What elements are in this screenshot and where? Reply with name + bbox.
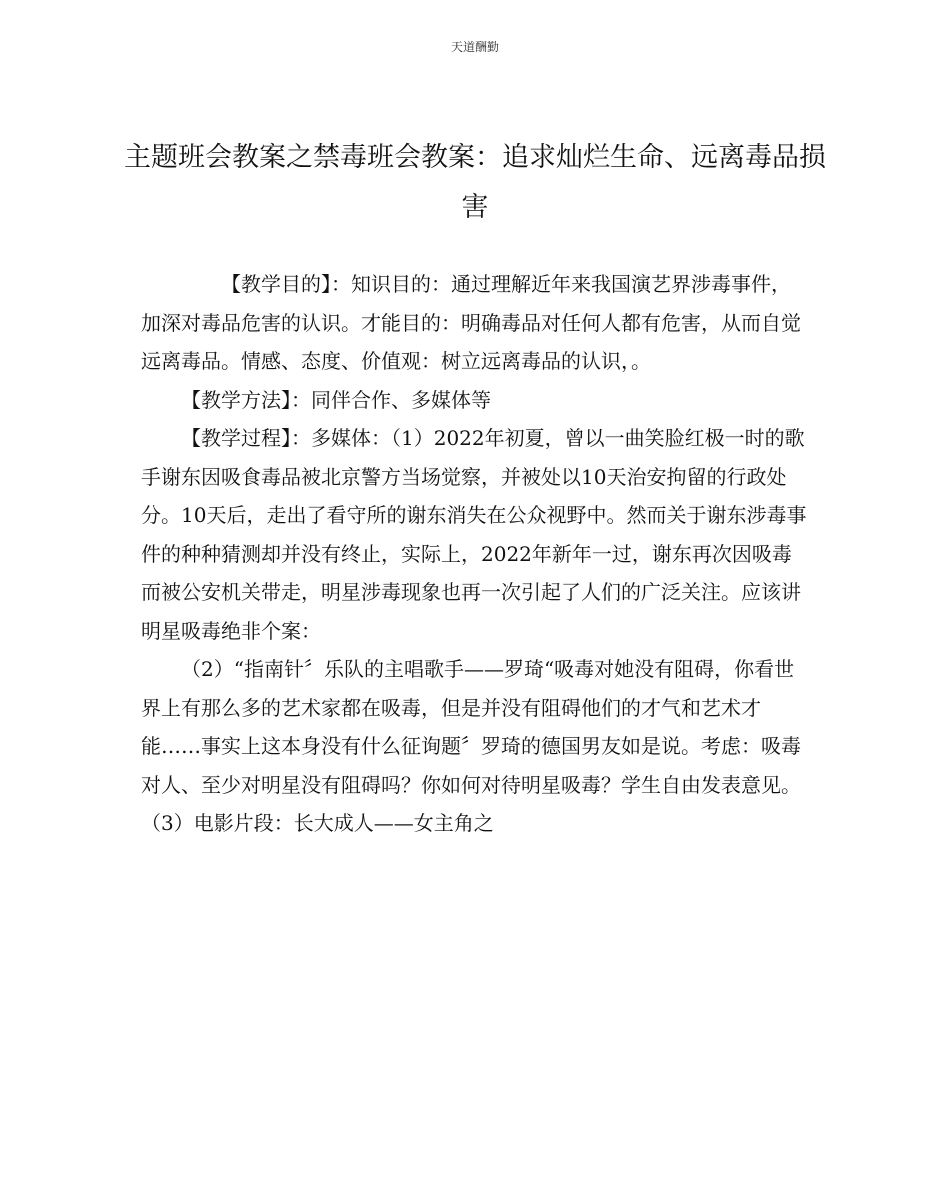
document-body [141, 265, 831, 843]
paragraph-objectives: 【教学目的】：知识目的：通过理解近年来我国演艺界涉毒事件，加深对毒品危害的认识。才能目的：明确毒品对任何人都有危害，从而自觉远离毒品。情感、态度、价值观：树立远离毒品的认识，。 [141, 272, 801, 373]
document-title: 主题班会教案之禁毒班会教案：追求灿烂生命、远离毒品损害 [124, 142, 826, 223]
paragraph-process: 【教学过程】：多媒体：（1）2022年初夏，曾以一曲笑脸红极一时的歌手谢东因吸食毒品被北京警方当场觉察，并被处以10天治安拘留的行政处分。10天后，走出了看守所的谢东消失在公众视野中。然而关于谢东涉毒事件的种种猜测却并没有终止，实际上，2022年新年一过，谢东再次因吸毒而被公安机关带走，明星涉毒现象也再一次引起了人们的广泛关注。应该讲明星吸毒绝非个案： [141, 426, 807, 643]
page-header: 天道酬勤 [450, 40, 499, 54]
paragraph-methods: 【教学方法】：同伴合作、多媒体等 [181, 387, 491, 412]
paragraph-case-two: （2）“指南针〞乐队的主唱歌手——罗琦“吸毒对她没有阻碍，你看世界上有那么多的艺术家都在吸毒，但是并没有阻碍他们的才气和艺术才能……事实上这本身没有什么征询题〞罗琦的德国男友如是说。考虑：吸毒对人、至少对明星没有阻碍吗？你如何对待明星吸毒？学生自由发表意见。 （3）电影片段：长大成人——女主角之 [141, 657, 831, 835]
